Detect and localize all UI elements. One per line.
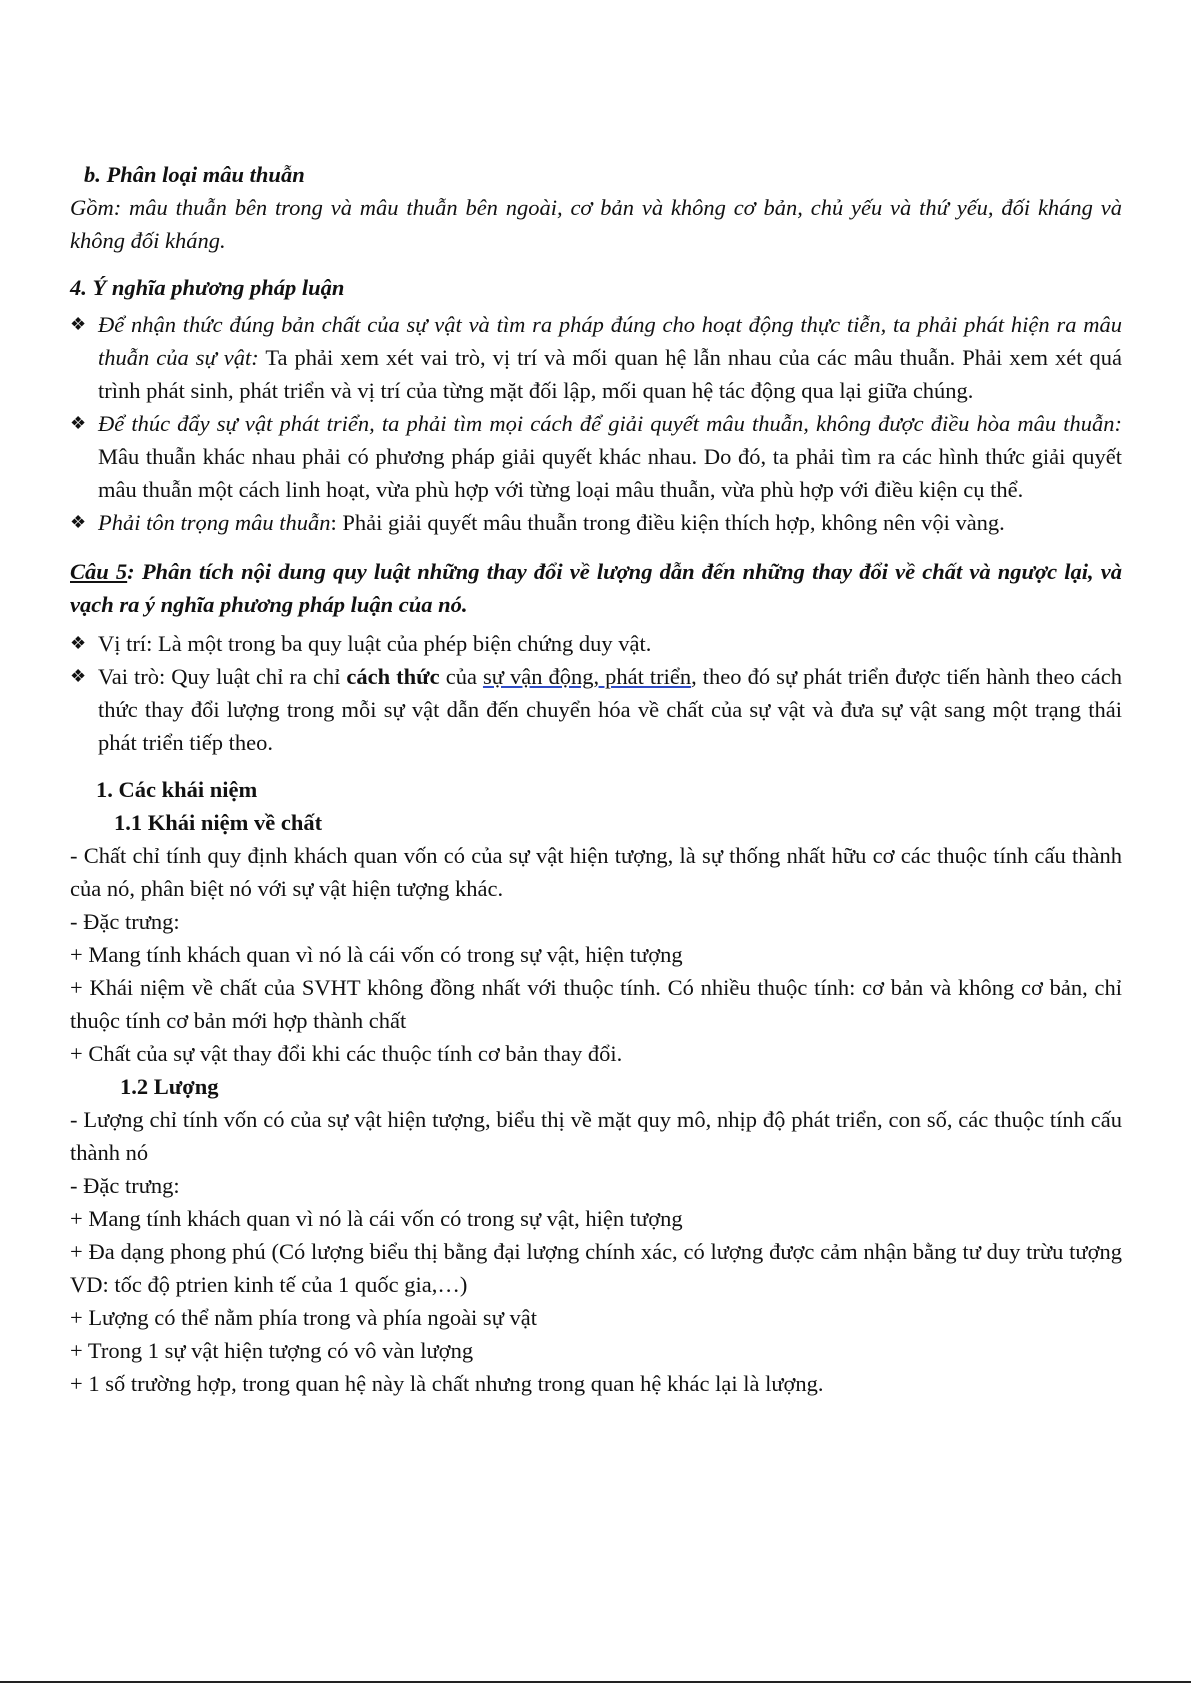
list-item — [70, 506, 1122, 539]
role-mid: của — [439, 664, 483, 689]
luong-line: + Trong 1 sự vật hiện tượng có vô vàn lượng — [70, 1338, 474, 1363]
luong-line: - Lượng chỉ tính vốn có của sự vật hiện tượng, biểu thị về mặt quy mô, nhịp độ phát triển, con số, các thuộc tính cấu thành nó — [70, 1107, 1122, 1165]
chat-line: - Chất chỉ tính quy định khách quan vốn có của sự vật hiện tượng, là sự thống nhất hữu cơ các thuộc tính cấu thành của nó, phân biệt nó với sự vật hiện tượng khác. — [70, 843, 1122, 901]
position-text: Vị trí: Là một trong ba quy luật của phép biện chứng duy vật. — [98, 631, 652, 656]
document-page — [70, 158, 1122, 1400]
diamond-bullet-icon: ❖ — [70, 314, 87, 334]
section-4-heading: 4. Ý nghĩa phương pháp luận — [70, 275, 345, 300]
diamond-bullet-icon: ❖ — [70, 413, 87, 433]
section-b-heading: b. Phân loại mâu thuẫn — [84, 162, 305, 187]
item-text: Ta phải xem xét vai trò, vị trí và mối quan hệ lẫn nhau của các mâu thuẫn. Phải xem xét quá trình phát sinh, phát triển và vị trí của từng mặt đối lập, mối quan hệ tác động qua lại giữa chúng. — [98, 345, 1122, 403]
role-bold: cách thức — [346, 664, 440, 689]
question-5-list — [70, 627, 1122, 759]
chat-line: + Chất của sự vật thay đổi khi các thuộc tính cơ bản thay đổi. — [70, 1041, 623, 1066]
luong-line: + Mang tính khách quan vì nó là cái vốn có trong sự vật, hiện tượng — [70, 1206, 683, 1231]
list-item — [70, 308, 1122, 407]
role-suffix: , theo đó sự phát triển được tiến hành theo cách thức thay đổi lượng trong mỗi sự vật dẫn đến chuyển hóa về chất của sự vật và đưa sự vật sang một trạng thái phát triển tiếp theo. — [98, 664, 1122, 755]
luong-line: - Đặc trưng: — [70, 1173, 180, 1198]
luong-heading: 1.2 Lượng — [120, 1074, 219, 1099]
concepts-heading: 1. Các khái niệm — [96, 777, 258, 802]
chat-line: - Đặc trưng: — [70, 909, 180, 934]
item-italic: Để thúc đẩy sự vật phát triển, ta phải tìm mọi cách để giải quyết mâu thuẫn, không được điều hòa mâu thuẫn: — [98, 411, 1122, 436]
item-italic: Phải tôn trọng mâu thuẫn — [98, 510, 331, 535]
chat-line: + Mang tính khách quan vì nó là cái vốn có trong sự vật, hiện tượng — [70, 942, 683, 967]
question-5-heading — [70, 555, 1122, 621]
question-text: : Phân tích nội dung quy luật những thay đổi về lượng dẫn đến những thay đổi về chất và ngược lại, và vạch ra ý nghĩa phương pháp luận của nó. — [70, 559, 1122, 617]
chat-heading: 1.1 Khái niệm về chất — [114, 810, 323, 835]
item-text: : Phải giải quyết mâu thuẫn trong điều kiện thích hợp, không nên vội vàng. — [330, 510, 1005, 535]
chat-line: + Khái niệm về chất của SVHT không đồng nhất với thuộc tính. Có nhiều thuộc tính: cơ bản và không cơ bản, chỉ thuộc tính cơ bản mới hợp thành chất — [70, 975, 1122, 1033]
list-item — [70, 627, 1122, 660]
methodology-list — [70, 308, 1122, 539]
luong-line: + Đa dạng phong phú (Có lượng biểu thị bằng đại lượng chính xác, có lượng được cảm nhận bằng tư duy trừu tượng VD: tốc độ ptrien kinh tế của 1 quốc gia,…) — [70, 1239, 1122, 1297]
question-label: Câu 5 — [70, 559, 128, 584]
diamond-bullet-icon: ❖ — [70, 666, 87, 686]
diamond-bullet-icon: ❖ — [70, 633, 87, 653]
list-item — [70, 660, 1122, 759]
item-italic: Để nhận thức đúng bản chất của sự vật và tìm ra pháp đúng cho hoạt động thực tiễn, ta phải phát hiện ra mâu thuẫn của sự vật: — [98, 312, 1122, 370]
item-text: Mâu thuẫn khác nhau phải có phương pháp giải quyết khác nhau. Do đó, ta phải tìm ra các hình thức giải quyết mâu thuẫn một cách linh hoạt, vừa phù hợp với từng loại mâu thuẫn, vừa phù hợp với điều kiện cụ thể. — [98, 444, 1122, 502]
page-bottom-rule — [0, 1681, 1191, 1683]
diamond-bullet-icon: ❖ — [70, 512, 87, 532]
list-item — [70, 407, 1122, 506]
luong-line: + Lượng có thể nằm phía trong và phía ngoài sự vật — [70, 1305, 537, 1330]
role-link[interactable]: sự vận động, phát triển — [482, 664, 692, 689]
role-prefix: Vai trò: Quy luật chỉ ra chỉ — [98, 664, 347, 689]
section-b-text: Gồm: mâu thuẫn bên trong và mâu thuẫn bên ngoài, cơ bản và không cơ bản, chủ yếu và thứ yếu, đối kháng và không đối kháng. — [70, 195, 1122, 253]
luong-line: + 1 số trường hợp, trong quan hệ này là chất nhưng trong quan hệ khác lại là lượng. — [70, 1371, 824, 1396]
